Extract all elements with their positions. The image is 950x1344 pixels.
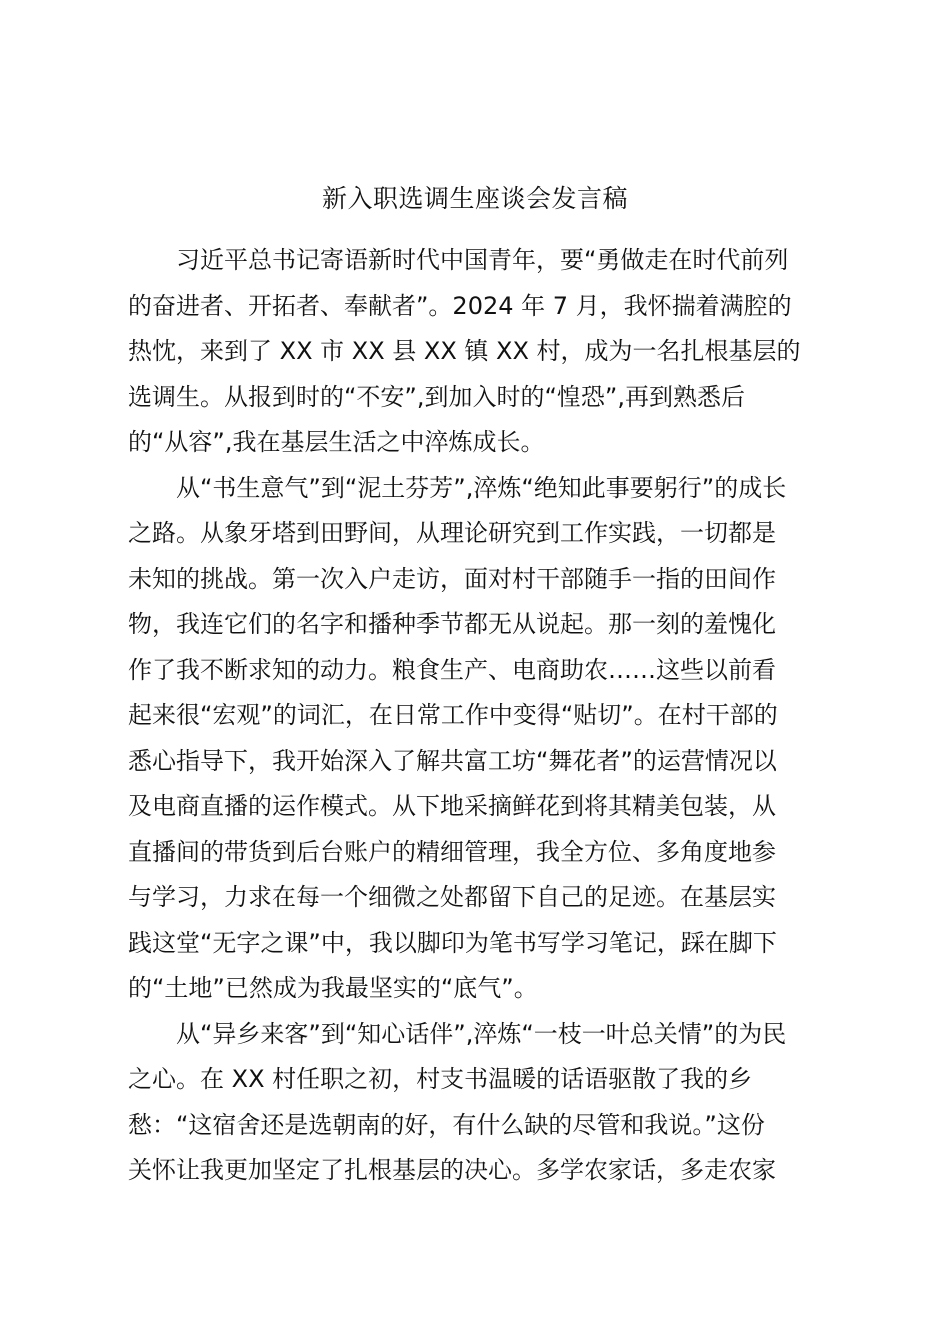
document-title: 新入职选调生座谈会发言稿 — [321, 184, 628, 213]
text-line: 选调生。从报到时的“不安”,到加入时的“惶恐”,再到熟悉后 — [128, 382, 745, 411]
text-line: 未知的挑战。第一次入户走访，面对村干部随手一指的田间作 — [128, 564, 776, 593]
text-line: 作了我不断求知的动力。粮食生产、电商助农……这些以前看 — [128, 655, 776, 684]
text-line: 关怀让我更加坚定了扎根基层的决心。多学农家话，多走农家 — [128, 1156, 776, 1184]
text-line: 热忱，来到了 XX 市 XX 县 XX 镇 XX 村，成为一名扎根基层的 — [128, 337, 801, 365]
text-line: 的“从容”,我在基层生活之中淬炼成长。 — [128, 428, 545, 456]
text-line: 习近平总书记寄语新时代中国青年，要“勇做走在时代前列 — [176, 246, 789, 274]
text-line: 与学习，力求在每一个细微之处都留下自己的足迹。在基层实 — [128, 883, 776, 911]
text-line: 从“书生意气”到“泥土芬芳”,淬炼“绝知此事要躬行”的成长 — [176, 473, 787, 502]
document-body — [128, 238, 832, 1194]
text-line: 物，我连它们的名字和播种季节都无从说起。那一刻的羞愧化 — [128, 610, 776, 638]
text-line: 践这堂“无字之课”中，我以脚印为笔书写学习笔记，踩在脚下 — [128, 928, 777, 957]
text-line: 及电商直播的运作模式。从下地采摘鲜花到将其精美包装，从 — [128, 792, 776, 820]
text-line: 的奋进者、开拓者、奉献者”。2024 年 7 月，我怀揣着满腔的 — [128, 291, 792, 320]
text-line: 之路。从象牙塔到田野间，从理论研究到工作实践，一切都是 — [128, 519, 776, 547]
text-line: 从“异乡来客”到“知心话伴”,淬炼“一枝一叶总关情”的为民 — [176, 1019, 787, 1048]
text-line: 直播间的带货到后台账户的精细管理，我全方位、多角度地参 — [128, 837, 776, 866]
text-line: 悉心指导下，我开始深入了解共富工坊“舞花者”的运营情况以 — [128, 746, 777, 775]
text-line: 起来很“宏观”的词汇，在日常工作中变得“贴切”。在村干部的 — [128, 701, 778, 729]
text-line: 愁：“这宿舍还是选朝南的好，有什么缺的尽管和我说。”这份 — [128, 1110, 765, 1139]
text-line: 的“土地”已然成为我最坚实的“底气”。 — [128, 974, 538, 1002]
text-line: 之心。在 XX 村任职之初，村支书温暖的话语驱散了我的乡 — [128, 1065, 753, 1093]
